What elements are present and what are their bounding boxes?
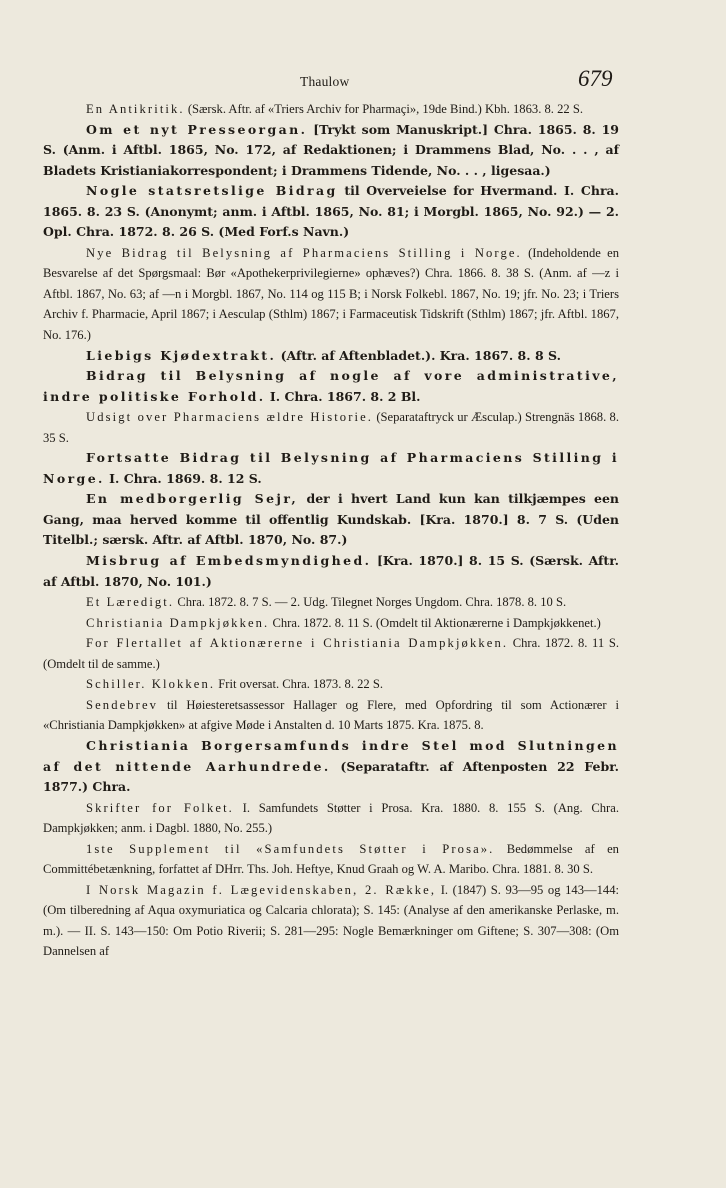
- entry-details: Frit oversat. Chra. 1873. 8. 22 S.: [218, 677, 384, 692]
- entry-details: Chra. 1872. 8. 7 S. — 2. Udg. Tilegnet Norges Ungdom. Chra. 1878. 8. 10 S.: [177, 595, 567, 610]
- entry-details: (Separataftryck ur Æsculap.) Strengnäs 1868. 8. 35 S.: [43, 410, 619, 445]
- entry-title: Nye Bidrag til Belysning af Pharmaciens Stilling i Norge.: [86, 245, 522, 260]
- entry-title: Schiller. Klokken.: [86, 677, 216, 692]
- entry-details: [Kra. 1870.] 8. 15 S. (Særsk. Aftr. af Aftbl. 1870, No. 101.): [43, 553, 619, 589]
- bibliography-entry: [43, 181, 619, 243]
- page-number: 679: [578, 66, 613, 91]
- entry-details: til Overveielse for Hvermand. I. Chra. 1865. 8. 23 S. (Anonymt; anm. i Aftbl. 1865, No. 81; i Morgbl. 1865, No. 92.) — 2. Opl. Chra. 1872. 8. 26 S. (Med Forf.s Navn.): [43, 183, 619, 240]
- page-header: [0, 66, 726, 96]
- bibliography-entry: [43, 407, 619, 448]
- bibliography-entry: [43, 448, 619, 489]
- entry-title: Skrifter for Folket.: [86, 800, 234, 815]
- entry-title: Om et nyt Presseorgan.: [86, 121, 308, 137]
- bibliography-entry: [43, 613, 619, 634]
- entry-title: Bidrag til Belysning af nogle af vore administrative, indre politiske Forhold.: [43, 368, 619, 404]
- bibliography-entry: [43, 592, 619, 613]
- bibliography-entry: [43, 633, 619, 674]
- entry-title: Et Læredigt.: [86, 595, 175, 610]
- entry-details: (Særsk. Aftr. af «Triers Archiv for Pharmaçi», 19de Bind.) Kbh. 1863. 8. 22 S.: [187, 102, 583, 116]
- bibliography-entry: [43, 736, 619, 798]
- bibliography-entry: [43, 346, 619, 367]
- entry-details: Chra. 1872. 8. 11 S. (Omdelt til Aktionærerne i Dampkjøkkenet.): [272, 615, 601, 630]
- bibliography-entry: [43, 695, 619, 736]
- entry-details: Chra. 1872. 8. 11 S. (Omdelt til de samme.): [43, 636, 619, 671]
- entry-title: I Norsk Magazin f. Lægevidenskaben, 2. Række,: [86, 882, 437, 897]
- entry-details: (Indeholdende en Besvarelse af det Spørgsmaal: Bør «Apothekerprivilegierne» ophæves?) Chra. 1866. 8. 38 S. (Anm. af —z i Aftbl. 1867, No. 63; af —n i Morgbl. 1867, No. 114 og 115 B; i Norsk Folkebl. 1867, No. 19; jfr. No. 23; i Triers Archiv f. Pharmacie, April 1867; i Aesculap (Sthlm) 1867; i Farmaceutisk Tidskrift (Sthlm) 1867; jfr. Aftbl. 1867, No. 176.): [43, 245, 619, 343]
- bibliography-entry: [43, 120, 619, 182]
- entry-title: Fortsatte Bidrag til Belysning af Pharmaciens Stilling i Norge.: [43, 450, 619, 486]
- entry-title: Misbrug af Embedsmyndighed.: [86, 553, 372, 569]
- entry-details: I. (1847) S. 93—95 og 143—144: (Om tilberedning af Aqua oxymuriatica og Calcaria chlorata); S. 145: (Analyse af den amerikanske Perlaske, m. m.). — II. S. 143—150: Om Potio Riverii; S. 281—295: Nogle Bemærkninger om Giftene; S. 307—308: (Om Dannelsen af: [43, 882, 619, 959]
- entry-details: (Separataftr. af Aftenposten 22 Febr. 1877.) Chra.: [43, 758, 619, 795]
- entry-details: (Aftr. af Aftenbladet.). Kra. 1867. 8. 8 S.: [280, 347, 561, 363]
- entry-title: En Antikritik.: [86, 102, 185, 116]
- entry-details: [Trykt som Manuskript.] Chra. 1865. 8. 19 S. (Anm. i Aftbl. 1865, No. 172, af Redaktionen; i Drammens Blad, No. . . , af Bladets Kristianiakorrespondent; i Drammens Tidende, No. . . , ligesaa.): [43, 121, 619, 178]
- entry-title: En medborgerlig Sejr,: [86, 491, 299, 507]
- bibliography-entry: [43, 366, 619, 407]
- entry-details: I. Chra. 1869. 8. 12 S.: [109, 470, 262, 486]
- entry-title: For Flertallet af Aktionærerne i Christiania Dampkjøkken.: [86, 636, 509, 651]
- bibliography-entry: [43, 798, 619, 839]
- entry-details: til Høiesteretsassessor Hallager og Flere, med Opfordring til som Actionærer i «Christiania Dampkjøkken» at afgive Møde i Anstalten d. 10 Marts 1875. Kra. 1875. 8.: [43, 697, 619, 733]
- entry-title: Christiania Borgersamfunds indre Stel mod Slutningen af det nittende Aarhundrede.: [43, 737, 619, 774]
- bibliography-entry: [43, 674, 619, 695]
- entry-title: Christiania Dampkjøkken.: [86, 615, 270, 630]
- entry-title: Sendebrev: [86, 697, 159, 712]
- bibliography-entry: [43, 99, 619, 120]
- entry-details: I. Samfundets Støtter i Prosa. Kra. 1880. 8. 155 S. (Ang. Chra. Dampkjøkken; anm. i Dagbl. 1880, No. 255.): [43, 800, 619, 836]
- bibliography-list: [43, 99, 619, 962]
- entry-title: 1ste Supplement til «Samfundets Støtter i Prosa».: [86, 841, 495, 856]
- entry-title: Udsigt over Pharmaciens ældre Historie.: [86, 410, 374, 425]
- bibliography-entry: [43, 551, 619, 592]
- bibliography-entry: [43, 839, 619, 880]
- bibliography-entry: [43, 489, 619, 551]
- entry-details: Bedømmelse af en Committébetænkning, forfattet af DHrr. Ths. Joh. Heftye, Knud Graah og W. A. Maribo. Chra. 1881. 8. 30 S.: [43, 841, 619, 877]
- bibliography-entry: [43, 880, 619, 962]
- running-head: Thaulow: [300, 74, 350, 89]
- entry-title: Nogle statsretslige Bidrag: [86, 183, 338, 199]
- entry-details: der i hvert Land kun kan tilkjæmpes een Gang, maa herved komme til offentlig Kundskab. [Kra. 1870.] 8. 7 S. (Uden Titelbl.; særsk. Aftr. af Aftbl. 1870, No. 87.): [43, 491, 619, 548]
- entry-title: Liebigs Kjødextrakt.: [86, 347, 277, 363]
- bibliography-entry: [43, 243, 619, 346]
- entry-details: I. Chra. 1867. 8. 2 Bl.: [269, 388, 421, 404]
